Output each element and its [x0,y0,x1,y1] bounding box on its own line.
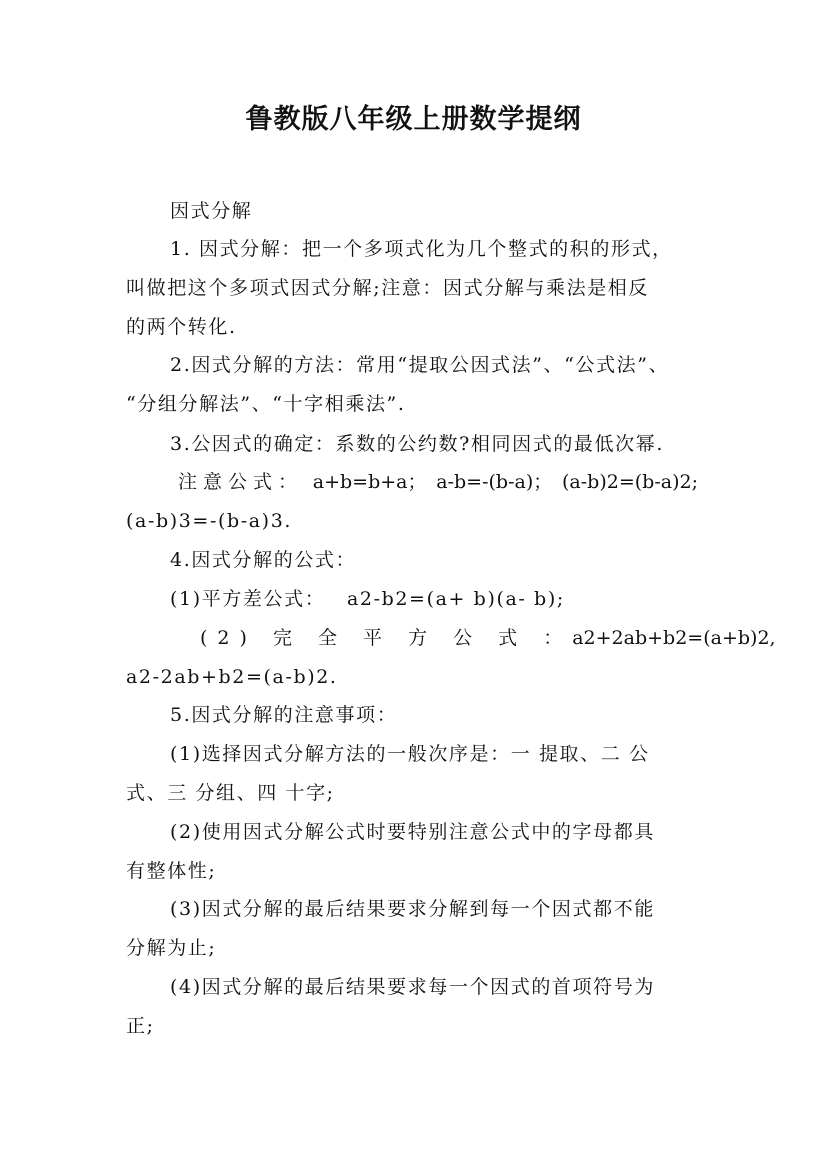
note-formula-1: a+b=b+a； [312,471,427,493]
note-formula-3: (a-b)2=(b-a)2; [562,471,698,493]
item-4-line-2: 正; [126,1015,155,1037]
paragraph-1-line-3: 的两个转化. [126,316,237,338]
item-1-line-2: 式、三 分组、四 十字; [126,782,335,804]
formula-2-line-2: a2-2ab+b2=(a-b)2. [126,666,338,688]
item-1-line-1: (1)选择因式分解方法的一般次序是：一 提取、二 公 [170,743,650,765]
formula-1-expression: a2-b2=(a+ b)(a- b); [346,588,565,610]
note-formula-line-2: (a-b)3=-(b-a)3. [126,510,293,532]
item-3-line-1: (3)因式分解的最后结果要求分解到每一个因式都不能 [170,898,655,920]
paragraph-1-line-1: 1. 因式分解：把一个多项式化为几个整式的积的形式， [170,238,673,260]
note-formulas-line [178,467,698,497]
formula-2-line [200,623,776,653]
item-3-line-2: 分解为止; [126,937,217,959]
paragraph-4-line-1: 4.因式分解的公式： [170,549,357,571]
paragraph-5-line-1: 5.因式分解的注意事项： [170,704,398,726]
formula-2-expression: a2+2ab+b2=(a+b)2, [572,627,776,649]
item-2-line-2: 有整体性; [126,860,217,882]
item-4-line-1: (4)因式分解的最后结果要求每一个因式的首项符号为 [170,976,655,998]
formula-1-line [170,584,770,614]
paragraph-2-line-2: “分组分解法”、“十字相乘法”. [126,393,406,415]
page-title: 鲁教版八年级上册数学提纲 [245,104,582,135]
paragraph-2-line-1: 2.因式分解的方法：常用“提取公因式法”、“公式法”、 [170,354,670,376]
note-formula-2: a-b=-(b-a)； [436,471,553,493]
paragraph-3-line-1: 3.公因式的确定：系数的公约数?相同因式的最低次幂. [170,433,664,455]
formula-2-label: (2) 完 全 平 方 公 式 ： [200,627,573,649]
section-heading: 因式分解 [170,200,253,222]
paragraph-1-line-2: 叫做把这个多项式因式分解;注意：因式分解与乘法是相反 [126,277,650,299]
note-label: 注意公式： [178,471,304,493]
item-2-line-1: (2)使用因式分解公式时要特别注意公式中的字母都具 [170,821,655,843]
formula-1-label: (1)平方差公式： [170,588,326,610]
